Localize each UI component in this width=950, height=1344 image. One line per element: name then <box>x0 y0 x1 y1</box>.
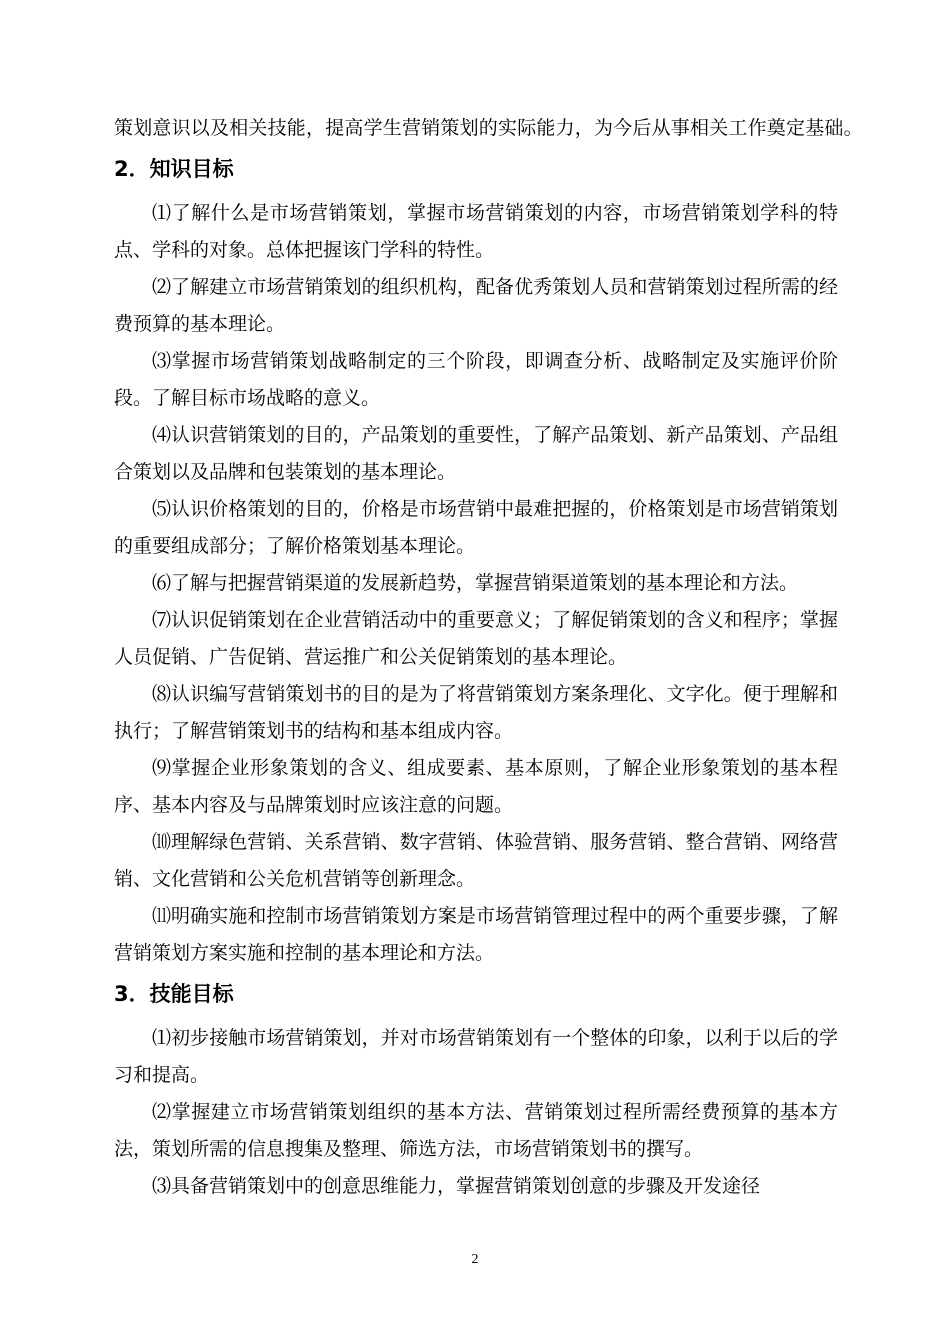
list-item: ⑵了解建立市场营销策划的组织机构，配备优秀策划人员和营销策划过程所需的经费预算的基本理论。 <box>114 276 838 335</box>
list-item: ⑴了解什么是市场营销策划，掌握市场营销策划的内容，市场营销策划学科的特点、学科的对象。总体把握该门学科的特性。 <box>114 202 838 261</box>
section-heading: 3．技能目标 <box>114 982 234 1006</box>
section-heading: 2．知识目标 <box>114 157 234 181</box>
list-item: ⑶具备营销策划中的创意思维能力，掌握营销策划创意的步骤及开发途径 <box>152 1175 761 1197</box>
list-item: ⑽理解绿色营销、关系营销、数字营销、体验营销、服务营销、整合营销、网络营销、文化营销和公关危机营销等创新理念。 <box>114 831 838 890</box>
list-item: ⑼掌握企业形象策划的含义、组成要素、基本原则，了解企业形象策划的基本程序、基本内容及与品牌策划时应该注意的问题。 <box>114 757 838 816</box>
list-item: ⑸认识价格策划的目的，价格是市场营销中最难把握的，价格策划是市场营销策划的重要组成部分；了解价格策划基本理论。 <box>114 498 838 557</box>
list-item: ⑾明确实施和控制市场营销策划方案是市场营销管理过程中的两个重要步骤，了解营销策划方案实施和控制的基本理论和方法。 <box>114 905 838 964</box>
continuation-line: 策划意识以及相关技能，提高学生营销策划的实际能力，为今后从事相关工作奠定基础。 <box>114 117 863 139</box>
section-knowledge-objectives <box>114 147 838 972</box>
page-number: 2 <box>471 1252 479 1267</box>
list-item: ⑹了解与把握营销渠道的发展新趋势，掌握营销渠道策划的基本理论和方法。 <box>152 572 799 594</box>
list-item: ⑻认识编写营销策划书的目的是为了将营销策划方案条理化、文字化。便于理解和执行；了解营销策划书的结构和基本组成内容。 <box>114 683 838 742</box>
list-item: ⑷认识营销策划的目的，产品策划的重要性，了解产品策划、新产品策划、产品组合策划以及品牌和包装策划的基本理论。 <box>114 424 838 483</box>
section-skill-objectives <box>114 972 838 1205</box>
list-item: ⑶掌握市场营销策划战略制定的三个阶段，即调查分析、战略制定及实施评价阶段。了解目标市场战略的意义。 <box>114 350 838 409</box>
list-item: ⑴初步接触市场营销策划，并对市场营销策划有一个整体的印象，以利于以后的学习和提高。 <box>114 1027 838 1086</box>
page-body <box>114 110 863 1205</box>
list-item: ⑵掌握建立市场营销策划组织的基本方法、营销策划过程所需经费预算的基本方法，策划所需的信息搜集及整理、筛选方法，市场营销策划书的撰写。 <box>114 1101 838 1160</box>
list-item: ⑺认识促销策划在企业营销活动中的重要意义；了解促销策划的含义和程序；掌握人员促销、广告促销、营运推广和公关促销策划的基本理论。 <box>114 609 838 668</box>
